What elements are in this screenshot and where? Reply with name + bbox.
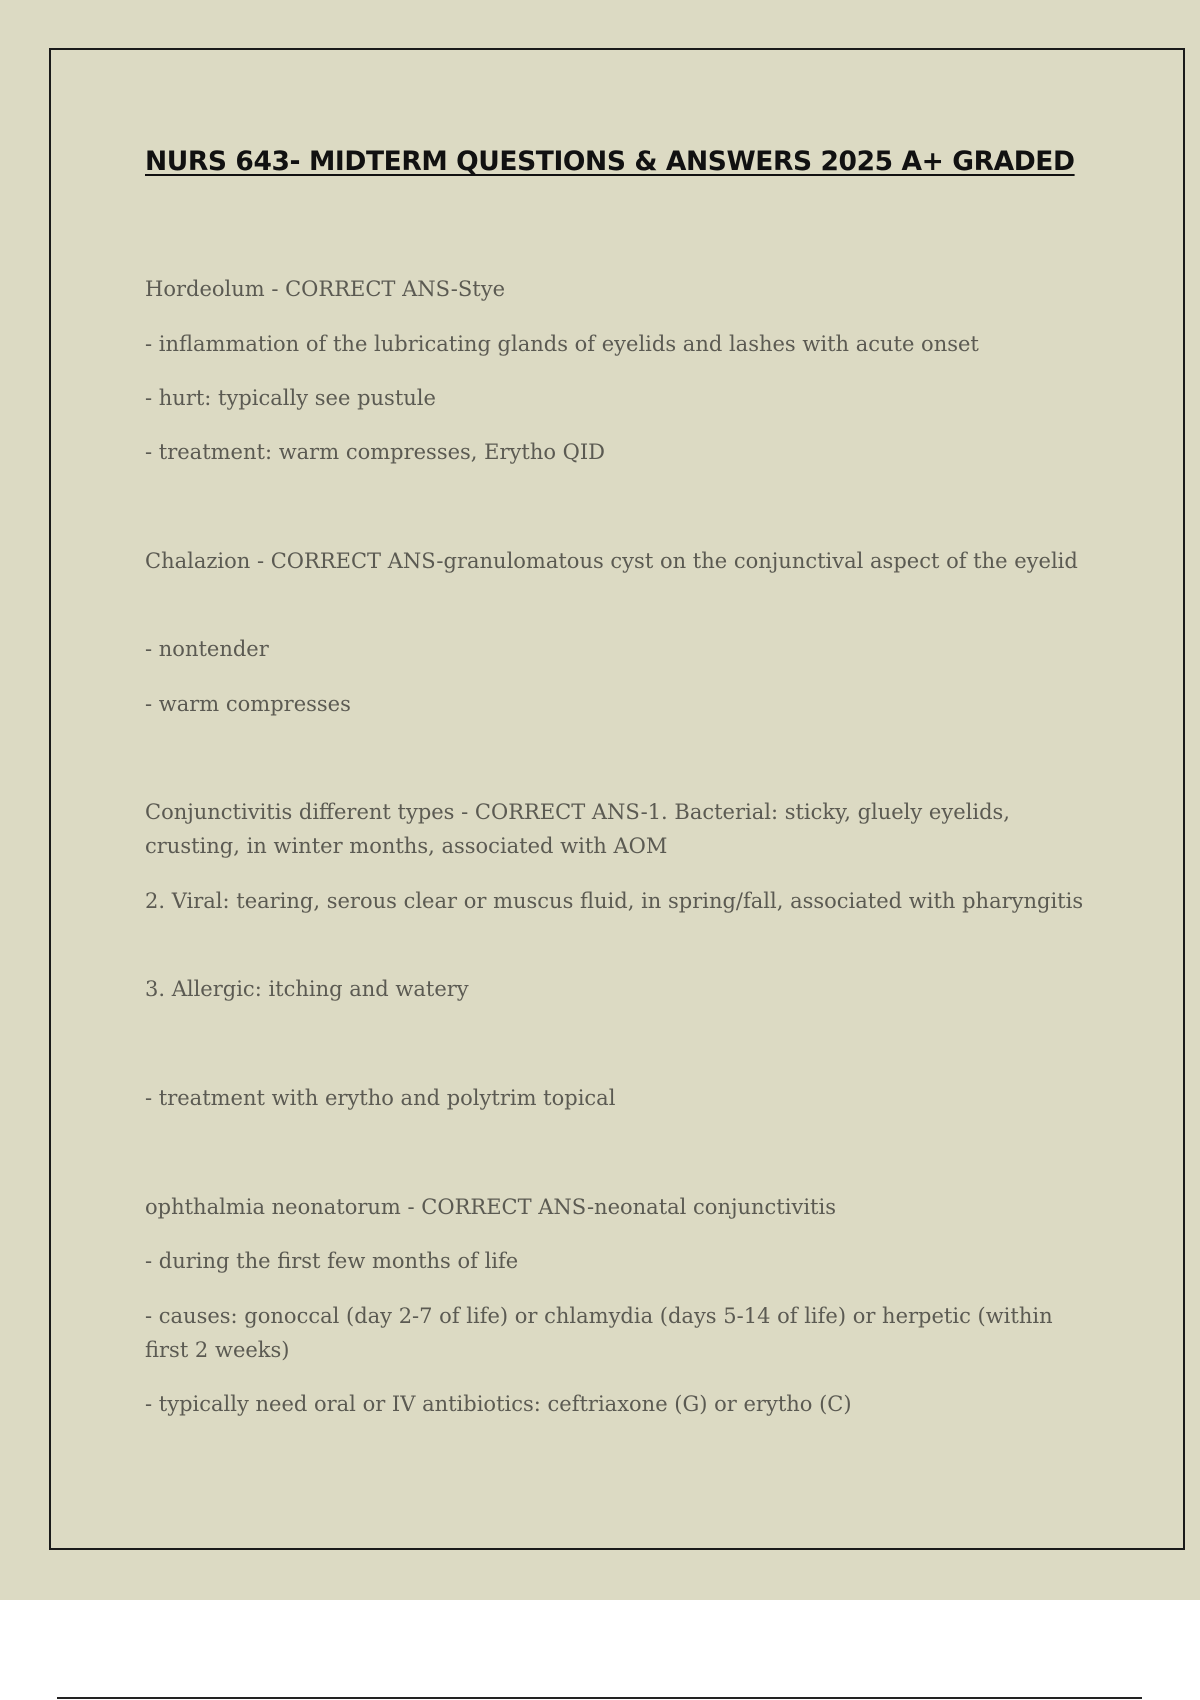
card-1-detail-1: - inflammation of the lubricating glands of eyelids and lashes with acute onset bbox=[145, 332, 979, 356]
card-2-detail-1: - nontender bbox=[145, 637, 269, 661]
document-title: NURS 643- MIDTERM QUESTIONS & ANSWERS 2025 A+ GRADED bbox=[145, 146, 1075, 177]
card-3-question: Conjunctivitis different types - CORRECT ANS-1. Bacterial: sticky, gluely eyelids, crusting, in winter months, associated with AOM bbox=[145, 800, 1010, 858]
card-1-detail-3: - treatment: warm compresses, Erytho QID bbox=[145, 440, 606, 464]
card-2-detail-2: - warm compresses bbox=[145, 692, 351, 716]
card-4-detail-1: - during the first few months of life bbox=[145, 1249, 519, 1273]
card-1-question: Hordeolum - CORRECT ANS-Stye bbox=[145, 277, 506, 301]
card-4-detail-3: - typically need oral or IV antibiotics: ceftriaxone (G) or erytho (C) bbox=[145, 1392, 852, 1416]
card-4-question: ophthalmia neonatorum - CORRECT ANS-neonatal conjunctivitis bbox=[145, 1195, 836, 1219]
card-3-detail-2: 3. Allergic: itching and watery bbox=[145, 977, 469, 1001]
card-4-detail-2: - causes: gonoccal (day 2-7 of life) or chlamydia (days 5-14 of life) or herpetic (within first 2 weeks) bbox=[145, 1304, 1053, 1362]
card-3-detail-3: - treatment with erytho and polytrim topical bbox=[145, 1086, 616, 1110]
card-1-detail-2: - hurt: typically see pustule bbox=[145, 386, 436, 410]
card-2-question: Chalazion - CORRECT ANS-granulomatous cyst on the conjunctival aspect of the eyelid bbox=[145, 549, 1078, 573]
card-3-detail-1: 2. Viral: tearing, serous clear or muscus fluid, in spring/fall, associated with pharyngitis bbox=[145, 889, 1084, 913]
footer-rule bbox=[57, 1697, 1142, 1699]
